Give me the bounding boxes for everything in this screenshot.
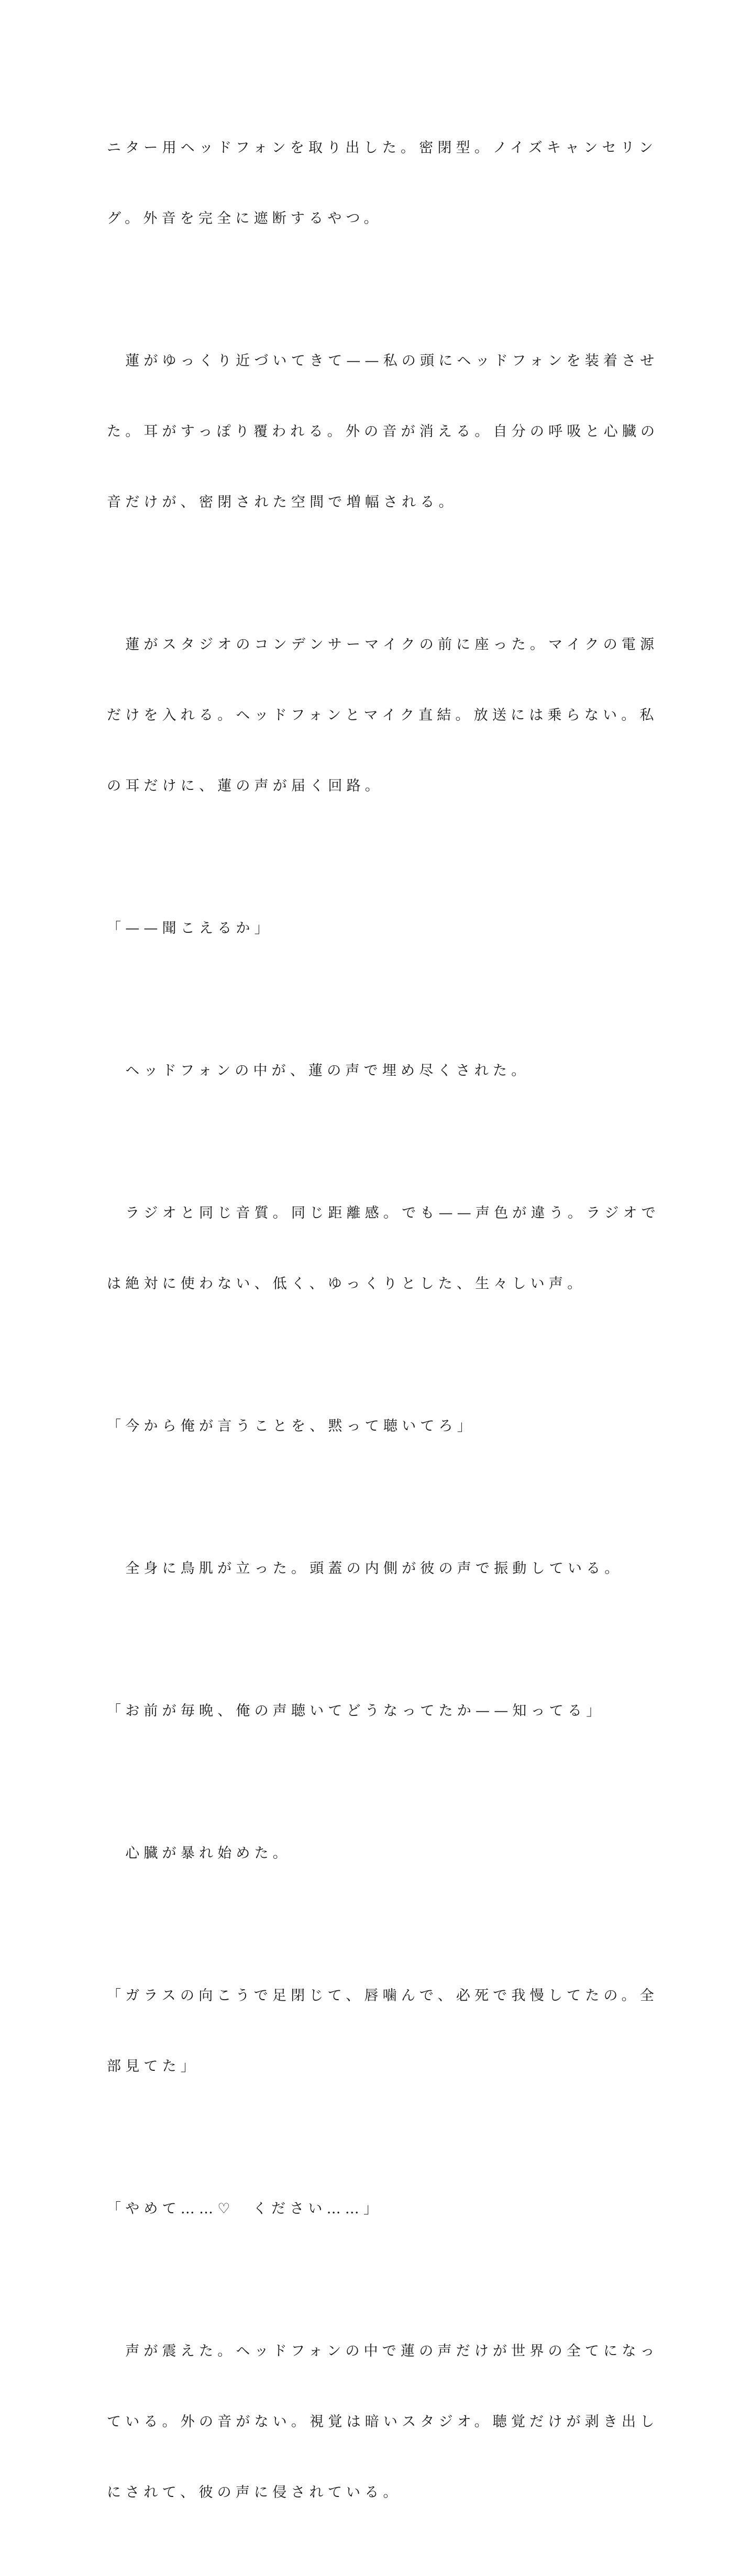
- text-line: ラジオと同じ音質。同じ距離感。でも——声色が違う。ラジオで: [107, 1205, 660, 1221]
- paragraph: [107, 1510, 623, 1627]
- dialogue-line: [107, 1652, 615, 1770]
- text-line: の耳だけに、蓮の声が届く回路。: [107, 778, 383, 794]
- paragraph: [107, 1794, 615, 1912]
- paragraph: [107, 89, 658, 277]
- text-line: 「ガラスの向こうで足閉じて、唇噛んで、必死で我慢してたの。全: [107, 1988, 659, 2004]
- dialogue-line: [107, 1937, 659, 2125]
- text-line: 部見てた」: [107, 2058, 199, 2075]
- text-line: 「お前が毎晩、俺の声聴いてどうなってたか——知ってる」: [107, 1703, 605, 1719]
- dialogue-line: [107, 869, 615, 987]
- text-line: 音だけが、密閉された空間で増幅される。: [107, 494, 457, 510]
- paragraph: [107, 586, 659, 845]
- text-line: 声が震えた。ヘッドフォンの中で蓮の声だけが世界の全てになっ: [107, 2343, 659, 2359]
- text-line: た。耳がすっぽり覆われる。外の音が消える。自分の呼吸と心臓の: [107, 423, 659, 440]
- paragraph: [107, 2292, 659, 2551]
- text-line: 蓮がゆっくり近づいてきて——私の頭にヘッドフォンを装着させ: [107, 353, 659, 369]
- text-body: [107, 89, 660, 2576]
- text-line: 「今から俺が言うことを、黙って聴いてろ」: [107, 1418, 475, 1434]
- text-line: にされて、彼の声に侵されている。: [107, 2484, 402, 2501]
- text-line: ヘッドフォンの中が、蓮の声で埋め尽くされた。: [107, 1063, 530, 1079]
- text-line: は絶対に使わない、低く、ゆっくりとした、生々しい声。: [107, 1276, 586, 1292]
- dialogue-line: [107, 1367, 615, 1485]
- text-line: 「——聞こえるか」: [107, 920, 273, 936]
- text-line: だけを入れる。ヘッドフォンとマイク直結。放送には乗らない。私: [107, 707, 658, 723]
- dialogue-line: [107, 2150, 615, 2268]
- text-line: ニター用ヘッドフォンを取り出した。密閉型。ノイズキャンセリン: [107, 140, 658, 156]
- paragraph: [107, 1012, 615, 1130]
- paragraph: [107, 1154, 660, 1343]
- text-line: 全身に鳥肌が立った。頭蓋の内側が彼の声で振動している。: [107, 1560, 623, 1577]
- text-line: グ。外音を完全に遮断するやつ。: [107, 210, 382, 227]
- text-line: ている。外の音がない。視覚は暗いスタジオ。聴覚だけが剥き出し: [107, 2414, 659, 2430]
- paragraph: [107, 302, 659, 561]
- text-line: 「やめて……♡ ください……」: [107, 2201, 382, 2217]
- text-line: 心臓が暴れ始めた。: [107, 1845, 291, 1861]
- text-line: 蓮がスタジオのコンデンサーマイクの前に座った。マイクの電源: [107, 637, 659, 653]
